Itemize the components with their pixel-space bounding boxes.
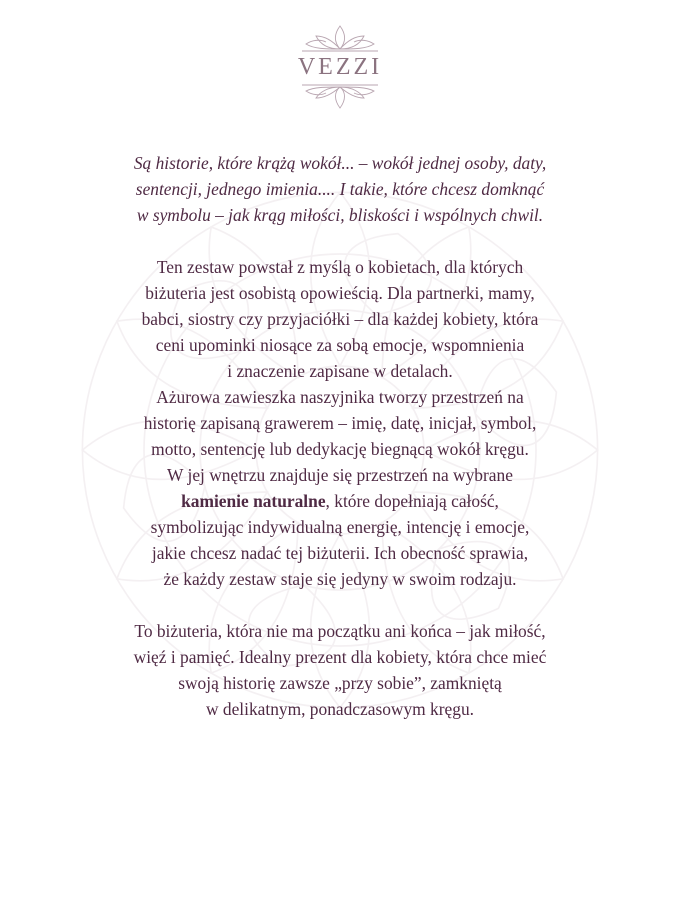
body-line: babci, siostry czy przyjaciółki – dla każdej kobiety, która	[141, 309, 539, 329]
intro-line: Są historie, które krążą wokół... – wokół jednej osoby, daty,	[133, 153, 547, 173]
intro-paragraph	[40, 150, 640, 228]
intro-line: w symbolu – jak krąg miłości, bliskości i wspólnych chwil.	[136, 205, 544, 225]
brand-name: VEZZI	[297, 54, 383, 80]
body-line: Ażurowa zawieszka naszyjnika tworzy przestrzeń na	[156, 387, 524, 407]
closing-line: w delikatnym, ponadczasowym kręgu.	[205, 699, 475, 719]
brand-logo	[290, 22, 390, 112]
body-line: jakie chcesz nadać tej biżuterii. Ich obecność sprawia,	[151, 543, 529, 563]
closing-line: więź i pamięć. Idealny prezent dla kobiety, która chce mieć	[133, 647, 547, 667]
body-line: historię zapisaną grawerem – imię, datę, inicjał, symbol,	[143, 413, 537, 433]
closing-paragraph	[40, 618, 640, 722]
natural-stones-highlight: kamienie naturalne	[181, 491, 326, 511]
body-line: Ten zestaw powstał z myślą o kobietach, dla których	[156, 257, 524, 277]
body-line: ceni upominki niosące za sobą emocje, wspomnienia	[155, 335, 525, 355]
closing-line: swoją historię zawsze „przy sobie”, zamkniętą	[178, 673, 502, 693]
product-description	[40, 150, 640, 748]
body-line-rest: , które dopełniają całość,	[325, 491, 499, 511]
closing-line: To biżuteria, która nie ma początku ani końca – jak miłość,	[134, 621, 546, 641]
body-line: i znaczenie zapisane w detalach.	[227, 361, 453, 381]
body-paragraph	[40, 254, 640, 592]
body-line-bold	[40, 488, 640, 514]
body-line: biżuteria jest osobistą opowieścią. Dla partnerki, mamy,	[145, 283, 535, 303]
body-line: symbolizując indywidualną energię, intencję i emocje,	[150, 517, 530, 537]
intro-line: sentencji, jednego imienia.... I takie, które chcesz domknąć	[135, 179, 545, 199]
body-line: że każdy zestaw staje się jedyny w swoim rodzaju.	[163, 569, 517, 589]
body-line: W jej wnętrzu znajduje się przestrzeń na wybrane	[167, 465, 513, 485]
body-line: motto, sentencję lub dedykację biegnącą wokół kręgu.	[151, 439, 529, 459]
